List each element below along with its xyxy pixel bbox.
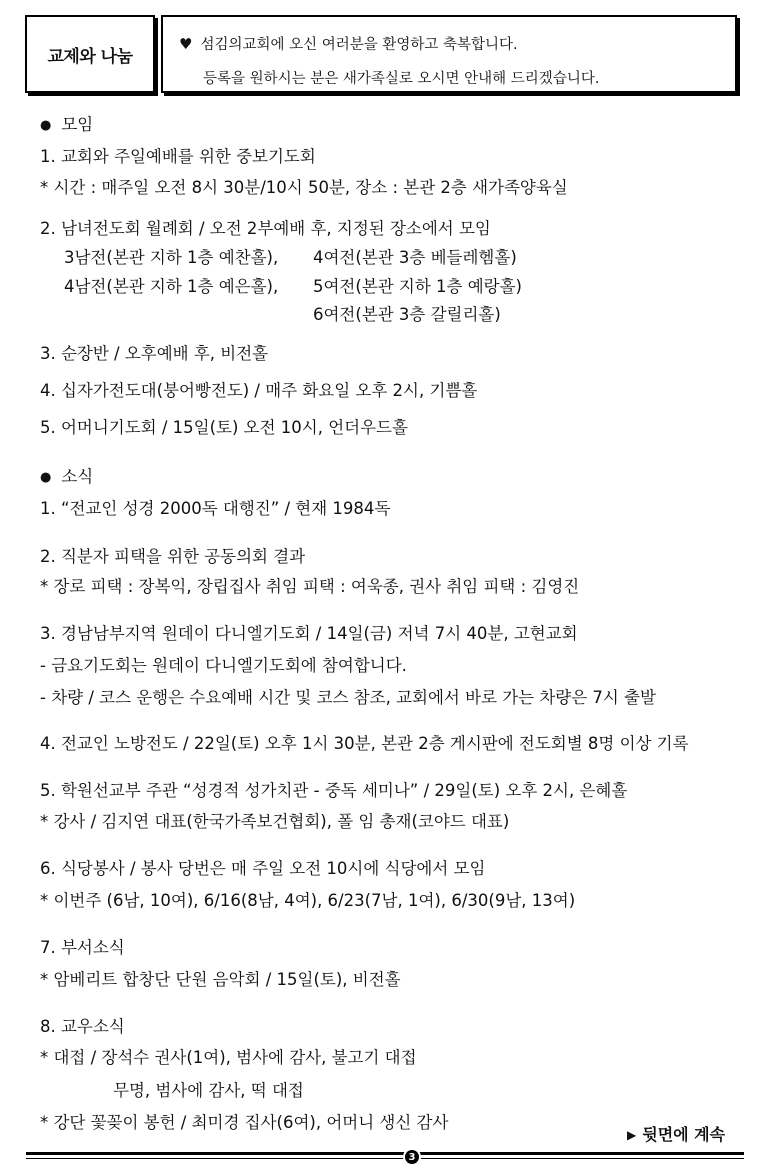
list-item: 4남전(본관 지하 1층 예은홀), [64,277,279,296]
list-item: 4. 십자가전도대(붕어빵전도) / 매주 화요일 오후 2시, 기쁨홀 [40,381,478,400]
list-item: 무명, 범사에 감사, 떡 대접 [113,1081,304,1100]
section-title: 교제와 나눔 [47,46,133,67]
list-item: * 이번주 (6남, 10여), 6/16(8남, 4여), 6/23(7남, 1여), 6/30(9남, 13여) [40,891,576,910]
list-item: 5. 학원선교부 주관 “성경적 성가치관 - 중독 세미나” / 29일(토) 오후 2시, 은혜홀 [40,781,628,800]
page-footer [26,1150,744,1164]
page-number: 3 [405,1150,419,1164]
list-item: 7. 부서소식 [40,938,125,957]
circle-bullet-icon: ● [40,118,52,133]
list-item: 5. 어머니기도회 / 15일(토) 오전 10시, 언더우드홀 [40,418,408,437]
list-item: 3. 경남남부지역 원데이 다니엘기도회 / 14일(금) 저녁 7시 40분, 고현교회 [40,624,578,643]
list-item: 2. 직분자 피택을 위한 공동의회 결과 [40,547,306,566]
triangle-right-icon: ▶ [627,1128,637,1142]
list-item: * 암베리트 합창단 단원 음악회 / 15일(토), 비전홀 [40,970,401,989]
circle-bullet-icon: ● [40,470,52,485]
list-item: * 대접 / 장석수 권사(1여), 범사에 감사, 불고기 대접 [40,1048,417,1067]
welcome-line-1: 섬김의교회에 오신 여러분을 환영하고 축복합니다. [200,37,518,53]
list-item: 1. 교회와 주일예배를 위한 중보기도회 [40,147,316,166]
list-item: 5여전(본관 지하 1층 예랑홀) [313,277,522,296]
welcome-box [161,15,737,93]
page-header [25,15,741,97]
list-item: * 시간 : 매주일 오전 8시 30분/10시 50분, 장소 : 본관 2층 새가족양육실 [40,178,568,197]
news-heading: ● 소식 [40,467,94,486]
list-item: 2. 남녀전도회 월례회 / 오전 2부예배 후, 지정된 장소에서 모임 [40,219,491,238]
list-item: 3남전(본관 지하 1층 예찬홀), [64,248,279,267]
section-title-box [25,15,155,93]
list-item: - 차량 / 코스 운행은 수요예배 시간 및 코스 참조, 교회에서 바로 가는 차량은 7시 출발 [40,688,656,707]
continue-label: ▶ 뒷면에 계속 [627,1125,726,1144]
list-item: 8. 교우소식 [40,1017,125,1036]
list-item: - 금요기도회는 원데이 다니엘기도회에 참여합니다. [40,656,407,675]
heart-icon: ♥ [179,35,193,53]
list-item: * 강단 꽃꽂이 봉헌 / 최미경 집사(6여), 어머니 생신 감사 [40,1113,449,1132]
list-item: 6여전(본관 3층 갈릴리홀) [313,305,501,324]
footer-rule-thick [26,1152,744,1155]
meetings-heading: ● 모임 [40,115,94,134]
list-item: 6. 식당봉사 / 봉사 당번은 매 주일 오전 10시에 식당에서 모임 [40,859,486,878]
list-item: 3. 순장반 / 오후예배 후, 비전홀 [40,344,269,363]
list-item: 4. 전교인 노방전도 / 22일(토) 오후 1시 30분, 본관 2층 게시판에 전도회별 8명 이상 기록 [40,734,689,753]
footer-rule-thin [26,1158,744,1159]
list-item: 1. “전교인 성경 2000독 대행진” / 현재 1984독 [40,499,391,518]
list-item: * 장로 피택 : 장복익, 장립집사 취임 피택 : 여욱종, 권사 취임 피택 : 김영진 [40,577,580,596]
list-item: * 강사 / 김지연 대표(한국가족보건협회), 폴 임 총재(코야드 대표) [40,812,510,831]
welcome-line-2: 등록을 원하시는 분은 새가족실로 오시면 안내해 드리겠습니다. [203,71,600,87]
list-item: 4여전(본관 3층 베들레헴홀) [313,248,517,267]
